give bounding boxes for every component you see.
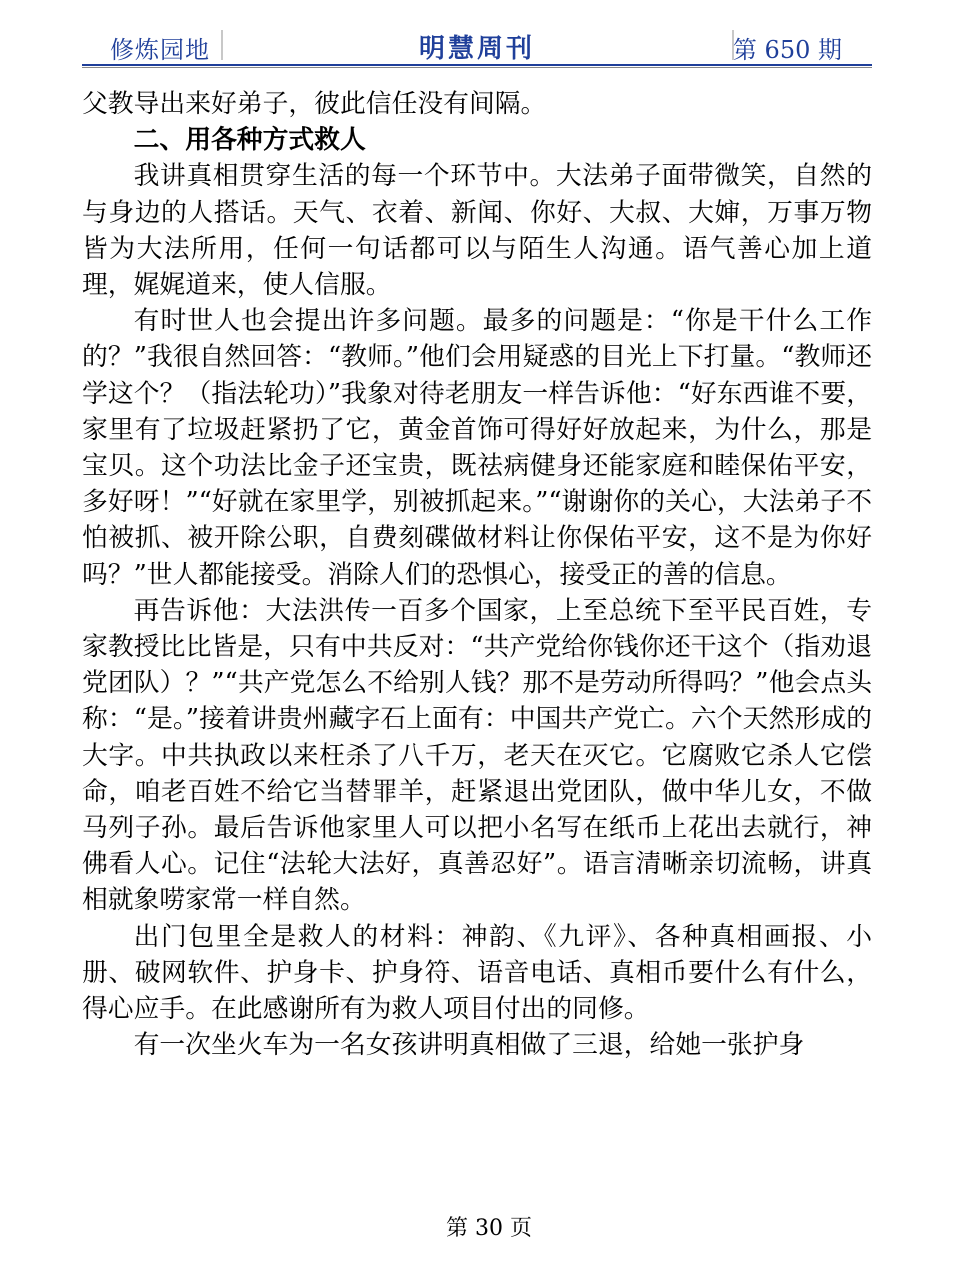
- page-header: [82, 26, 872, 68]
- header-rule: [82, 64, 872, 66]
- page-number: 第 30 页: [446, 1216, 532, 1241]
- paragraph-continuation: 父教导出来好弟子，彼此信任没有间隔。: [82, 89, 547, 119]
- section-name: 修炼园地: [110, 36, 210, 64]
- article-body: [82, 86, 872, 1063]
- paragraph: 有一次坐火车为一名女孩讲明真相做了三退，给她一张护身: [133, 1030, 805, 1061]
- issue-number: 第 650 期: [732, 36, 842, 64]
- paragraph: 再告诉他：大法洪传一百多个国家，上至总统下至平民百姓，专家教授比比皆是，只有中共反对：“共产党给你钱你还干这个（指劝退党团队）？”“共产党怎么不给别人钱？那不是劳动所得吗？”他会点头称：“是。”接着讲贵州藏字石上面有：中国共产党亡。六个天然形成的大字。中共执政以来枉杀了八千万，老天在灭它。它腐败它杀人它偿命，咱老百姓不给它当替罪羊，赶紧退出党团队，做中华儿女，不做马列子孙。最后告诉他家里人可以把小名写在纸币上花出去就行，神佛看人心。记住“法轮大法好，真善忍好”。语言清晰亲切流畅，讲真相就象唠家常一样自然。: [82, 595, 872, 916]
- paragraph: 有时世人也会提出许多问题。最多的问题是：“你是干什么工作的？”我很自然回答：“教师。”他们会用疑惑的目光上下打量。“教师还学这个？（指法轮功）”我象对待老朋友一样告诉他：“好东西谁不要，家里有了垃圾赶紧扔了它，黄金首饰可得好好放起来，为什么，那是宝贝。这个功法比金子还宝贵，既祛病健身还能家庭和睦保佑平安，多好呀！”“好就在家里学，别被抓起来。”“谢谢你的关心，大法弟子不怕被抓、被开除公职，自费刻碟做材料让你保佑平安，这不是为你好吗？”世人都能接受。消除人们的恐惧心，接受正的善的信息。: [82, 306, 872, 590]
- section-heading: 二、用各种方式救人: [133, 125, 366, 156]
- paragraph: 我讲真相贯穿生活的每一个环节中。大法弟子面带微笑，自然的与身边的人搭话。天气、衣着、新闻、你好、大叔、大婶，万事万物皆为大法所用，任何一句话都可以与陌生人沟通。语气善心加上道理，娓娓道来，使人信服。: [82, 161, 872, 301]
- publication-title: 明慧周刊: [418, 34, 535, 64]
- header-rule-thin: [82, 67, 872, 68]
- paragraph: 出门包里全是救人的材料：神韵、《九评》、各种真相画报、小册、破网软件、护身卡、护身符、语音电话、真相币要什么有什么，得心应手。在此感谢所有为救人项目付出的同修。: [82, 921, 872, 1025]
